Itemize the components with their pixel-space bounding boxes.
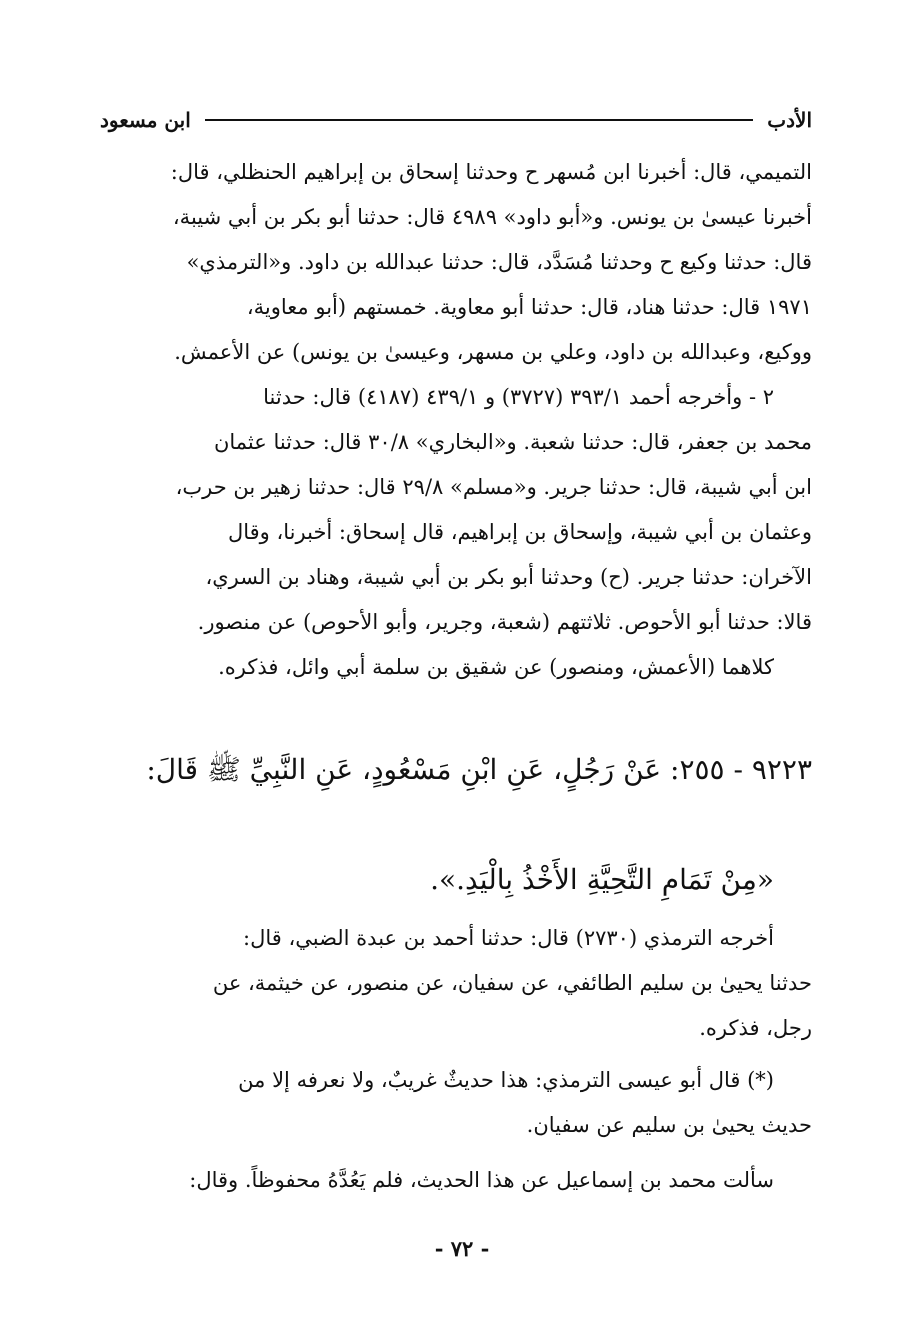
running-header <box>100 100 812 140</box>
paragraph-block-4 <box>104 1058 812 1148</box>
header-rule <box>205 119 754 121</box>
paragraph-block-5 <box>104 1158 812 1203</box>
header-chapter-title: الأدب <box>767 108 812 132</box>
header-section-title: ابن مسعود <box>100 108 191 132</box>
text-line: سألت محمد بن إسماعيل عن هذا الحديث، فلم يَعُدَّهُ محفوظاً. وقال: <box>189 1168 774 1192</box>
hadith-text: «مِنْ تَمَامِ التَّحِيَّةِ الأَخْذُ بِالْيَدِ.». <box>430 863 774 896</box>
text-line: قال: حدثنا وكيع ح وحدثنا مُسَدَّد، قال: حدثنا عبدالله بن داود. و«الترمذي» <box>186 250 812 274</box>
text-line: ٢ - وأخرجه أحمد ٣٩٣/١ (٣٧٢٧) و ٤٣٩/١ (٤١٨٧) قال: حدثنا <box>263 385 774 409</box>
text-line: قالا: حدثنا أبو الأحوص. ثلاثتهم (شعبة، وجرير، وأبو الأحوص) عن منصور. <box>197 610 812 634</box>
text-line: محمد بن جعفر، قال: حدثنا شعبة. و«البخاري» ٣٠/٨ قال: حدثنا عثمان <box>213 430 812 454</box>
text-line: كلاهما (الأعمش، ومنصور) عن شقيق بن سلمة أبي وائل، فذكره. <box>218 655 774 679</box>
text-line: أخبرنا عيسىٰ بن يونس. و«أبو داود» ٤٩٨٩ قال: حدثنا أبو بكر بن أبي شيبة، <box>172 205 812 229</box>
text-line: ابن أبي شيبة، قال: حدثنا جرير. و«مسلم» ٢٩/٨ قال: حدثنا زهير بن حرب، <box>175 475 812 499</box>
text-line: التميمي، قال: أخبرنا ابن مُسهر ح وحدثنا إسحاق بن إبراهيم الحنظلي، قال: <box>170 160 812 184</box>
text-line: أخرجه الترمذي (٢٧٣٠) قال: حدثنا أحمد بن عبدة الضبي، قال: <box>243 926 774 950</box>
text-line: وعثمان بن أبي شيبة، وإسحاق بن إبراهيم، قال إسحاق: أخبرنا، وقال <box>227 520 812 544</box>
text-line: (*) قال أبو عيسى الترمذي: هذا حديثٌ غريبٌ، ولا نعرفه إلا من <box>238 1068 774 1092</box>
paragraph-block-2 <box>104 375 812 690</box>
text-line: ووكيع، وعبدالله بن داود، وعلي بن مسهر، وعيسىٰ بن يونس) عن الأعمش. <box>174 340 812 364</box>
text-line: الآخران: حدثنا جرير. (ح) وحدثنا أبو بكر بن أبي شيبة، وهناد بن السري، <box>205 565 812 589</box>
text-line: ١٩٧١ قال: حدثنا هناد، قال: حدثنا أبو معاوية. خمستهم (أبو معاوية، <box>246 295 812 319</box>
text-line: حدثنا يحيىٰ بن سليم الطائفي، عن سفيان، عن منصور، عن خيثمة، عن <box>212 971 812 995</box>
text-line: حديث يحيىٰ بن سليم عن سفيان. <box>526 1113 812 1137</box>
paragraph-block-3 <box>104 916 812 1051</box>
page-number: - ٧٢ - <box>434 1236 490 1261</box>
paragraph-block-1 <box>104 150 812 375</box>
text-line: رجل، فذكره. <box>699 1016 812 1040</box>
hadith-heading: ٩٢٢٣ - ٢٥٥: عَنْ رَجُلٍ، عَنِ ابْنِ مَسْعُودٍ، عَنِ النَّبِيِّ ﷺ قَالَ: <box>146 753 812 786</box>
